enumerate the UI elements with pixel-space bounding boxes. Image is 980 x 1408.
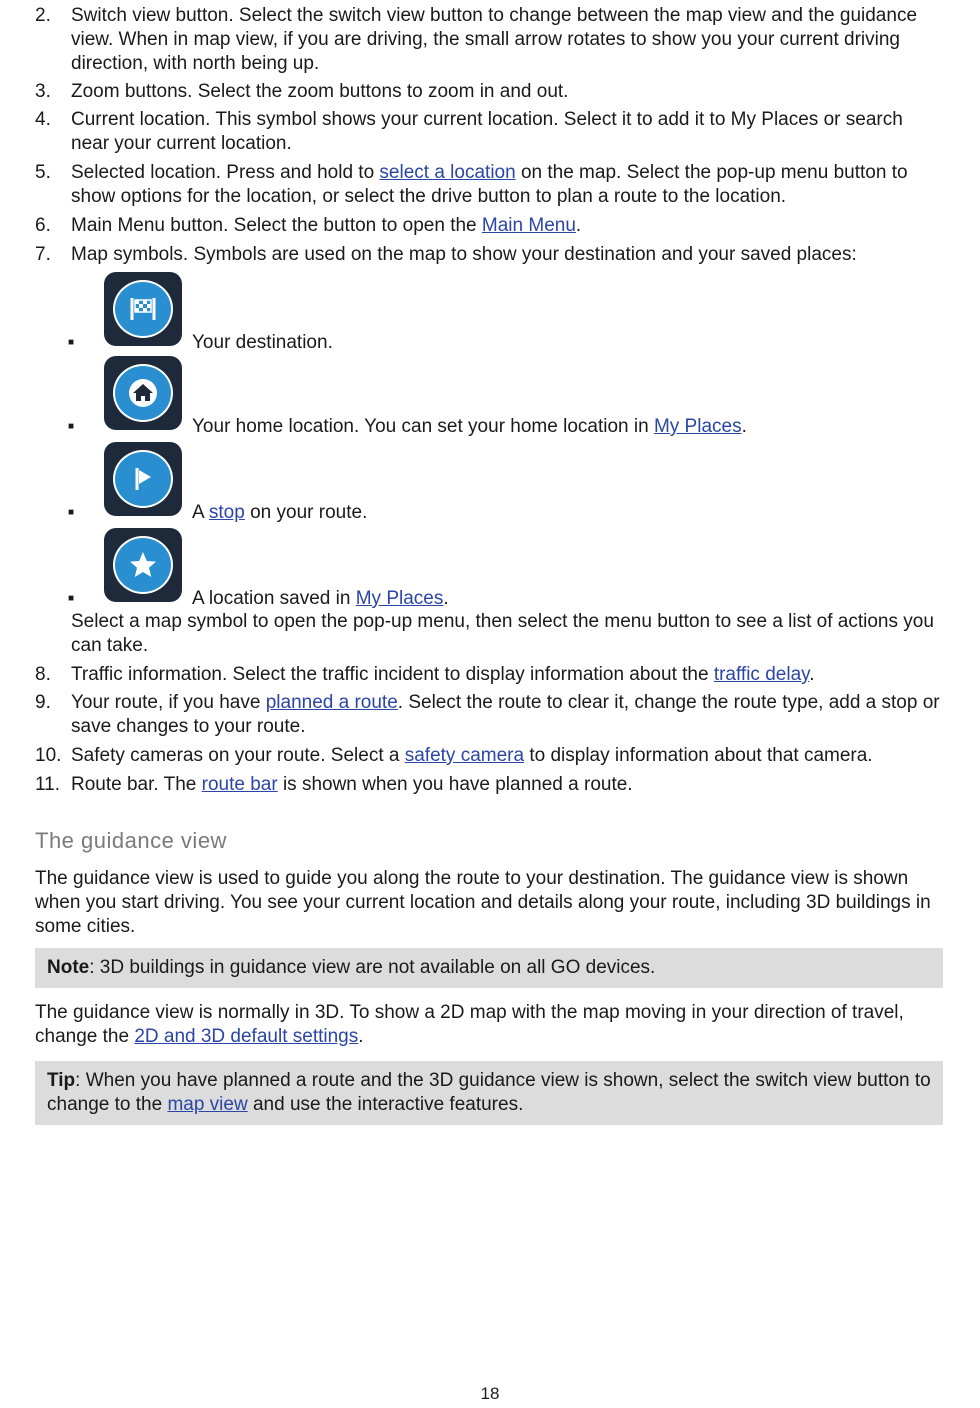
note-box <box>35 948 943 988</box>
inline-link[interactable]: 2D and 3D default settings <box>134 1026 359 1047</box>
list-item <box>35 691 945 739</box>
item-number: 10. <box>35 745 62 766</box>
bullet: ■ <box>68 337 75 348</box>
text-run: . <box>809 664 815 685</box>
item-text <box>71 663 945 687</box>
stop-flag-icon <box>113 450 173 508</box>
symbol-text <box>192 416 747 438</box>
star-icon <box>113 536 173 594</box>
inline-link[interactable]: planned a route <box>265 692 398 713</box>
tip-label: Tip <box>47 1070 76 1091</box>
list-item <box>35 663 945 687</box>
tip-text <box>47 1070 931 1115</box>
item-number: 7. <box>35 244 51 265</box>
text-run: . <box>358 1026 364 1047</box>
item-number: 3. <box>35 81 51 102</box>
list-item <box>35 161 945 209</box>
section-title: The guidance view <box>35 828 227 853</box>
symbol-tile <box>104 442 182 516</box>
symbol-destination <box>68 272 768 352</box>
list-item <box>35 773 945 797</box>
tip-box <box>35 1061 943 1125</box>
text-run: Switch view button. Select the switch view button to change between the map view and the guidance view. When in map view, if you are driving, the small arrow rotates to show you your current driving direction, with north being up. <box>71 5 918 74</box>
text-run: Route bar. The <box>71 774 202 795</box>
symbol-text <box>192 332 333 354</box>
inline-link[interactable]: route bar <box>201 774 278 795</box>
list-item <box>35 744 945 768</box>
item-number: 2. <box>35 5 51 26</box>
item-text <box>71 161 945 209</box>
item-text <box>71 691 945 739</box>
note-label: Note <box>47 957 90 978</box>
text-run: Zoom buttons. Select the zoom buttons to zoom in and out. <box>71 81 569 102</box>
text-run: . <box>443 588 449 609</box>
item-number: 4. <box>35 109 51 130</box>
paragraph <box>35 1001 945 1049</box>
text-run: Map symbols. Symbols are used on the map to show your destination and your saved places: <box>71 244 857 265</box>
home-icon <box>113 364 173 422</box>
text-run: . <box>741 416 747 437</box>
text-run: . <box>575 215 582 236</box>
text-run: Current location. This symbol shows your current location. Select it to add it to My Places or search near your current location. <box>71 109 903 154</box>
text-run: Safety cameras on your route. Select a <box>71 745 405 766</box>
text-run: Main Menu button. Select the button to open the <box>71 215 482 236</box>
list-item <box>35 80 945 104</box>
text-run: to display information about that camera. <box>524 745 873 766</box>
symbol-saved-place <box>68 528 768 608</box>
text-run: Selected location. Press and hold to <box>71 162 380 183</box>
bullet: ■ <box>68 593 75 604</box>
text-run: Your destination. <box>192 332 333 353</box>
symbol-text <box>192 588 449 610</box>
text-run: : When you have planned a route and the 3D guidance view is shown, select the switch view button to change to the <box>47 1070 931 1115</box>
item-text <box>71 108 945 156</box>
text-run: Your home location. You can set your home location in <box>192 416 654 437</box>
inline-link[interactable]: Main Menu <box>481 215 576 236</box>
text-run: Traffic information. Select the traffic incident to display information about the <box>71 664 714 685</box>
list-item <box>35 108 945 156</box>
item-text <box>71 773 945 797</box>
inline-link[interactable]: map view <box>167 1094 248 1115</box>
text-run: is shown when you have planned a route. <box>277 774 633 795</box>
paragraph: The guidance view is used to guide you along the route to your destination. The guidance view is shown when you start driving. You see your current location and details along your route, including 3D buildings in some cities. <box>35 868 931 937</box>
text-run: . Select the route to clear it, change the route type, add a stop or save changes to your route. <box>71 692 940 737</box>
bullet: ■ <box>68 507 75 518</box>
inline-link[interactable]: select a location <box>379 162 516 183</box>
symbol-tile <box>104 272 182 346</box>
symbol-text <box>192 502 367 524</box>
symbol-home <box>68 356 828 436</box>
list-item <box>35 4 945 76</box>
note-text: : 3D buildings in guidance view are not available on all GO devices. <box>89 957 656 978</box>
inline-link[interactable]: safety camera <box>404 745 525 766</box>
text-run: Your route, if you have <box>71 692 266 713</box>
item-text <box>71 744 945 768</box>
item-number: 11. <box>35 774 61 795</box>
text-run: A location saved in <box>192 588 356 609</box>
inline-link[interactable]: My Places <box>653 416 742 437</box>
inline-link[interactable]: traffic delay <box>713 664 810 685</box>
text-run: A <box>192 502 209 523</box>
inline-link[interactable]: stop <box>208 502 245 523</box>
item-number: 9. <box>35 692 51 713</box>
text-run: on your route. <box>244 502 368 523</box>
inline-link[interactable]: My Places <box>355 588 444 609</box>
text-run: The guidance view is normally in 3D. To show a 2D map with the map moving in your direction of travel, change the <box>35 1002 904 1047</box>
list-item <box>35 243 945 267</box>
item-number: 5. <box>35 162 51 183</box>
symbols-note: Select a map symbol to open the pop-up menu, then select the menu button to see a list of actions you can take. <box>71 611 934 656</box>
symbol-stop <box>68 442 768 522</box>
destination-flag-icon <box>113 280 173 338</box>
item-text <box>71 243 945 267</box>
symbol-tile <box>104 528 182 602</box>
page-number: 18 <box>480 1384 500 1403</box>
symbol-tile <box>104 356 182 430</box>
list-item <box>35 214 945 238</box>
item-number: 6. <box>35 215 51 236</box>
item-text <box>71 80 945 104</box>
text-run: and use the interactive features. <box>247 1094 524 1115</box>
text-run: on the map. Select the pop-up menu button to show options for the location, or select the drive button to plan a route to the location. <box>71 162 908 207</box>
item-text <box>71 214 945 238</box>
bullet: ■ <box>68 421 75 432</box>
item-text <box>71 4 945 76</box>
item-number: 8. <box>35 664 51 685</box>
